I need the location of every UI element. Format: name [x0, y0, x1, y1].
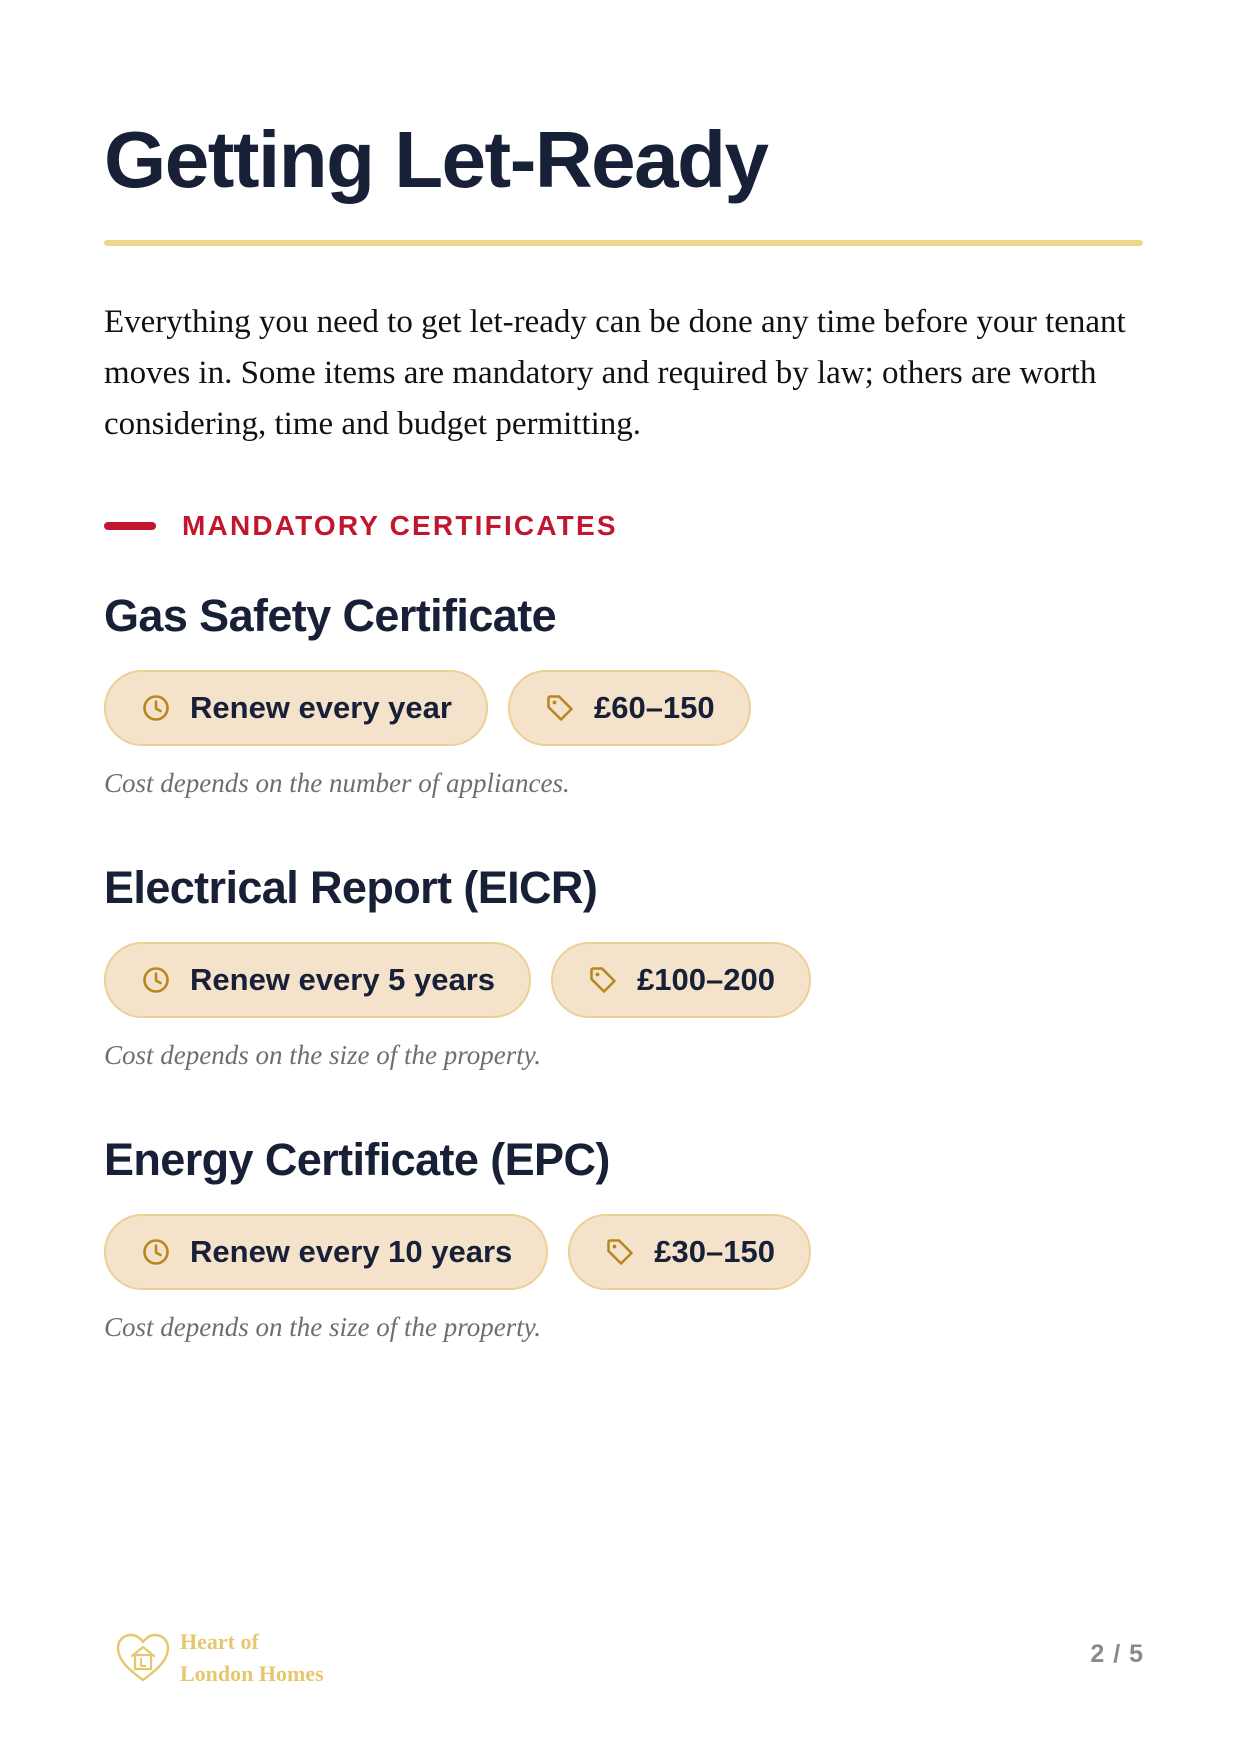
- renewal-label: Renew every year: [190, 690, 452, 725]
- page-title: Getting Let-Ready: [104, 115, 768, 204]
- clock-icon: [140, 1236, 172, 1268]
- price-label: £60–150: [593, 690, 715, 725]
- title-underline: [104, 240, 1143, 246]
- section-accent-bar: [104, 522, 156, 530]
- certificate-title: Electrical Report (EICR): [104, 862, 598, 913]
- intro-paragraph: Everything you need to get let-ready can be done any time before your tenant moves in. Some items are mandatory and required by law; others are worth considering, time and budget permitting.: [104, 304, 1126, 442]
- company-logo: [114, 1626, 324, 1690]
- price-badge: [551, 942, 811, 1018]
- renewal-label: Renew every 10 years: [190, 1234, 513, 1269]
- certificate-title: Energy Certificate (EPC): [104, 1134, 610, 1185]
- certificate-title: Gas Safety Certificate: [104, 590, 557, 641]
- clock-icon: [140, 692, 172, 724]
- price-badge: [568, 1214, 811, 1290]
- certificate-note: Cost depends on the number of appliances.: [104, 768, 570, 798]
- price-tag-icon: [604, 1236, 636, 1268]
- price-tag-icon: [544, 692, 576, 724]
- heart-house-logo-icon: [114, 1629, 172, 1687]
- renewal-badge: [104, 1214, 548, 1290]
- company-name-line-2: London Homes: [180, 1661, 324, 1686]
- section-heading: [104, 510, 618, 542]
- certificate-badges: [104, 1214, 1143, 1290]
- price-label: £30–150: [654, 1234, 775, 1269]
- company-name-line-1: Heart of: [180, 1629, 259, 1654]
- certificate-epc: [104, 1132, 1143, 1343]
- clock-icon: [140, 964, 172, 996]
- certificate-eicr: [104, 860, 1143, 1071]
- company-name: [180, 1626, 324, 1690]
- renewal-badge: [104, 670, 488, 746]
- page-number: 2 / 5: [1090, 1640, 1144, 1668]
- renewal-badge: [104, 942, 531, 1018]
- price-tag-icon: [587, 964, 619, 996]
- price-badge: [508, 670, 751, 746]
- renewal-label: Renew every 5 years: [190, 962, 496, 997]
- section-heading-label: MANDATORY CERTIFICATES: [182, 510, 618, 541]
- certificate-note: Cost depends on the size of the property.: [104, 1040, 541, 1070]
- certificate-gas-safety: [104, 588, 1143, 799]
- certificate-note: Cost depends on the size of the property.: [104, 1312, 541, 1342]
- certificate-badges: [104, 670, 1143, 746]
- price-label: £100–200: [637, 962, 775, 997]
- certificate-badges: [104, 942, 1143, 1018]
